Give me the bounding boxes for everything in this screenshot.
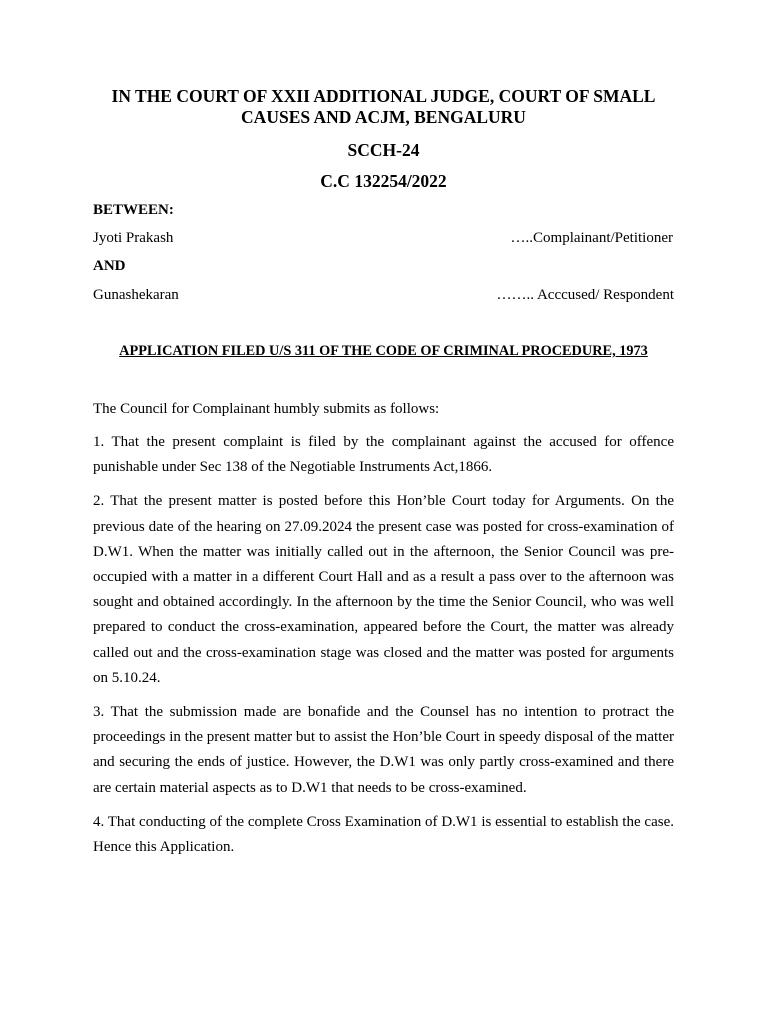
accused-name: Gunashekaran <box>93 287 179 303</box>
paragraph-1: 1. That the present complaint is filed by the complainant against the accused for offence punishable under Sec 138 of the Negotiable Instruments Act,1866. <box>93 434 674 476</box>
paragraph-4: 4. That conducting of the complete Cross Examination of D.W1 is essential to establish the case. Hence this Application. <box>93 813 674 856</box>
paragraph-2: 2. That the present matter is posted before this Hon’ble Court today for Arguments. On the previous date of the hearing on 27.09.2024 the present case was posted for cross-examination of D.W1. When the matter was initially called out in the afternoon, the Senior Council was pre-occupied with a matter in a different Court Hall and as a result a pass over to the afternoon was sought and obtained accordingly. In the afternoon by the time the Senior Council, who was well prepared to conduct the cross-examination, appeared before the Court, the matter was already called out and the cross-examination stage was closed and the matter was posted for arguments on 5.10.24. <box>93 493 674 686</box>
intro-text: The Council for Complainant humbly submits as follows: <box>93 401 440 417</box>
complainant-role: …..Complainant/Petitioner <box>510 230 673 246</box>
court-code: SCCH-24 <box>347 140 420 160</box>
application-heading: APPLICATION FILED U/S 311 OF THE CODE OF CRIMINAL PROCEDURE, 1973 <box>119 343 648 359</box>
between-label: BETWEEN: <box>93 202 174 218</box>
complainant-name: Jyoti Prakash <box>93 230 174 246</box>
complainant-row <box>93 229 674 247</box>
and-label: AND <box>93 258 126 274</box>
case-number: C.C 132254/2022 <box>320 171 447 191</box>
paragraph-3: 3. That the submission made are bonafide and the Counsel has no intention to protract the proceedings in the present matter but to assist the Hon’ble Court in speedy disposal of the matter and securing the ends of justice. However, the D.W1 was only partly cross-examined and there are certain material aspects as to D.W1 that needs to be cross-examined. <box>93 704 674 796</box>
court-title: IN THE COURT OF XXII ADDITIONAL JUDGE, COURT OF SMALL CAUSES AND ACJM, BENGALURU <box>111 86 656 127</box>
accused-row <box>93 286 674 304</box>
accused-role: …….. Acccused/ Respondent <box>496 287 674 303</box>
